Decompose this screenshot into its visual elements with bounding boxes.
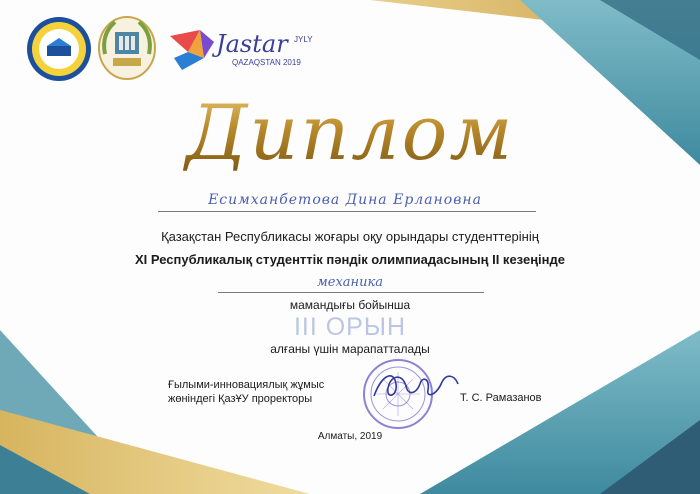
jastar-jyly-logo [170,28,380,76]
signatory-position-line-2: жөніндегі ҚазҰУ проректоры [168,393,313,405]
subject-handwritten: механика [316,275,383,290]
recipient-name: Есимханбетова Дина Ерлановна [208,192,482,208]
olympiad-line: XI Республикалық студенттік пәндік олимпиадасының ІІ кезеңінде [134,252,565,267]
diploma-title: Диплом [0,88,700,177]
jastar-superscript: JYLY [294,35,313,44]
recipient-name-underline [158,211,536,212]
specialty-label: мамандығы бойынша [289,298,411,312]
university-emblem-blue-icon [26,16,92,82]
signature [372,366,472,406]
place-and-year: Алматы, 2019 [317,431,383,442]
award-text: алғаны үшін марапатталады [270,342,430,356]
jastar-subtitle: QAZAQSTAN 2019 [232,58,301,67]
signatory-name: Т. С. Рамазанов [460,392,542,404]
university-emblem-green-icon [95,14,159,82]
subject-underline [218,292,484,293]
institution-line: Қазақстан Республикасы жоғары оқу орындары студенттерінің [161,229,539,244]
place-award: ІІІ ОРЫН [293,313,407,341]
signatory-position [168,378,324,406]
jastar-wordmark: Jastar [216,30,288,58]
signatory-position-line-1: Ғылыми-инновациялық жұмыс [168,379,325,391]
